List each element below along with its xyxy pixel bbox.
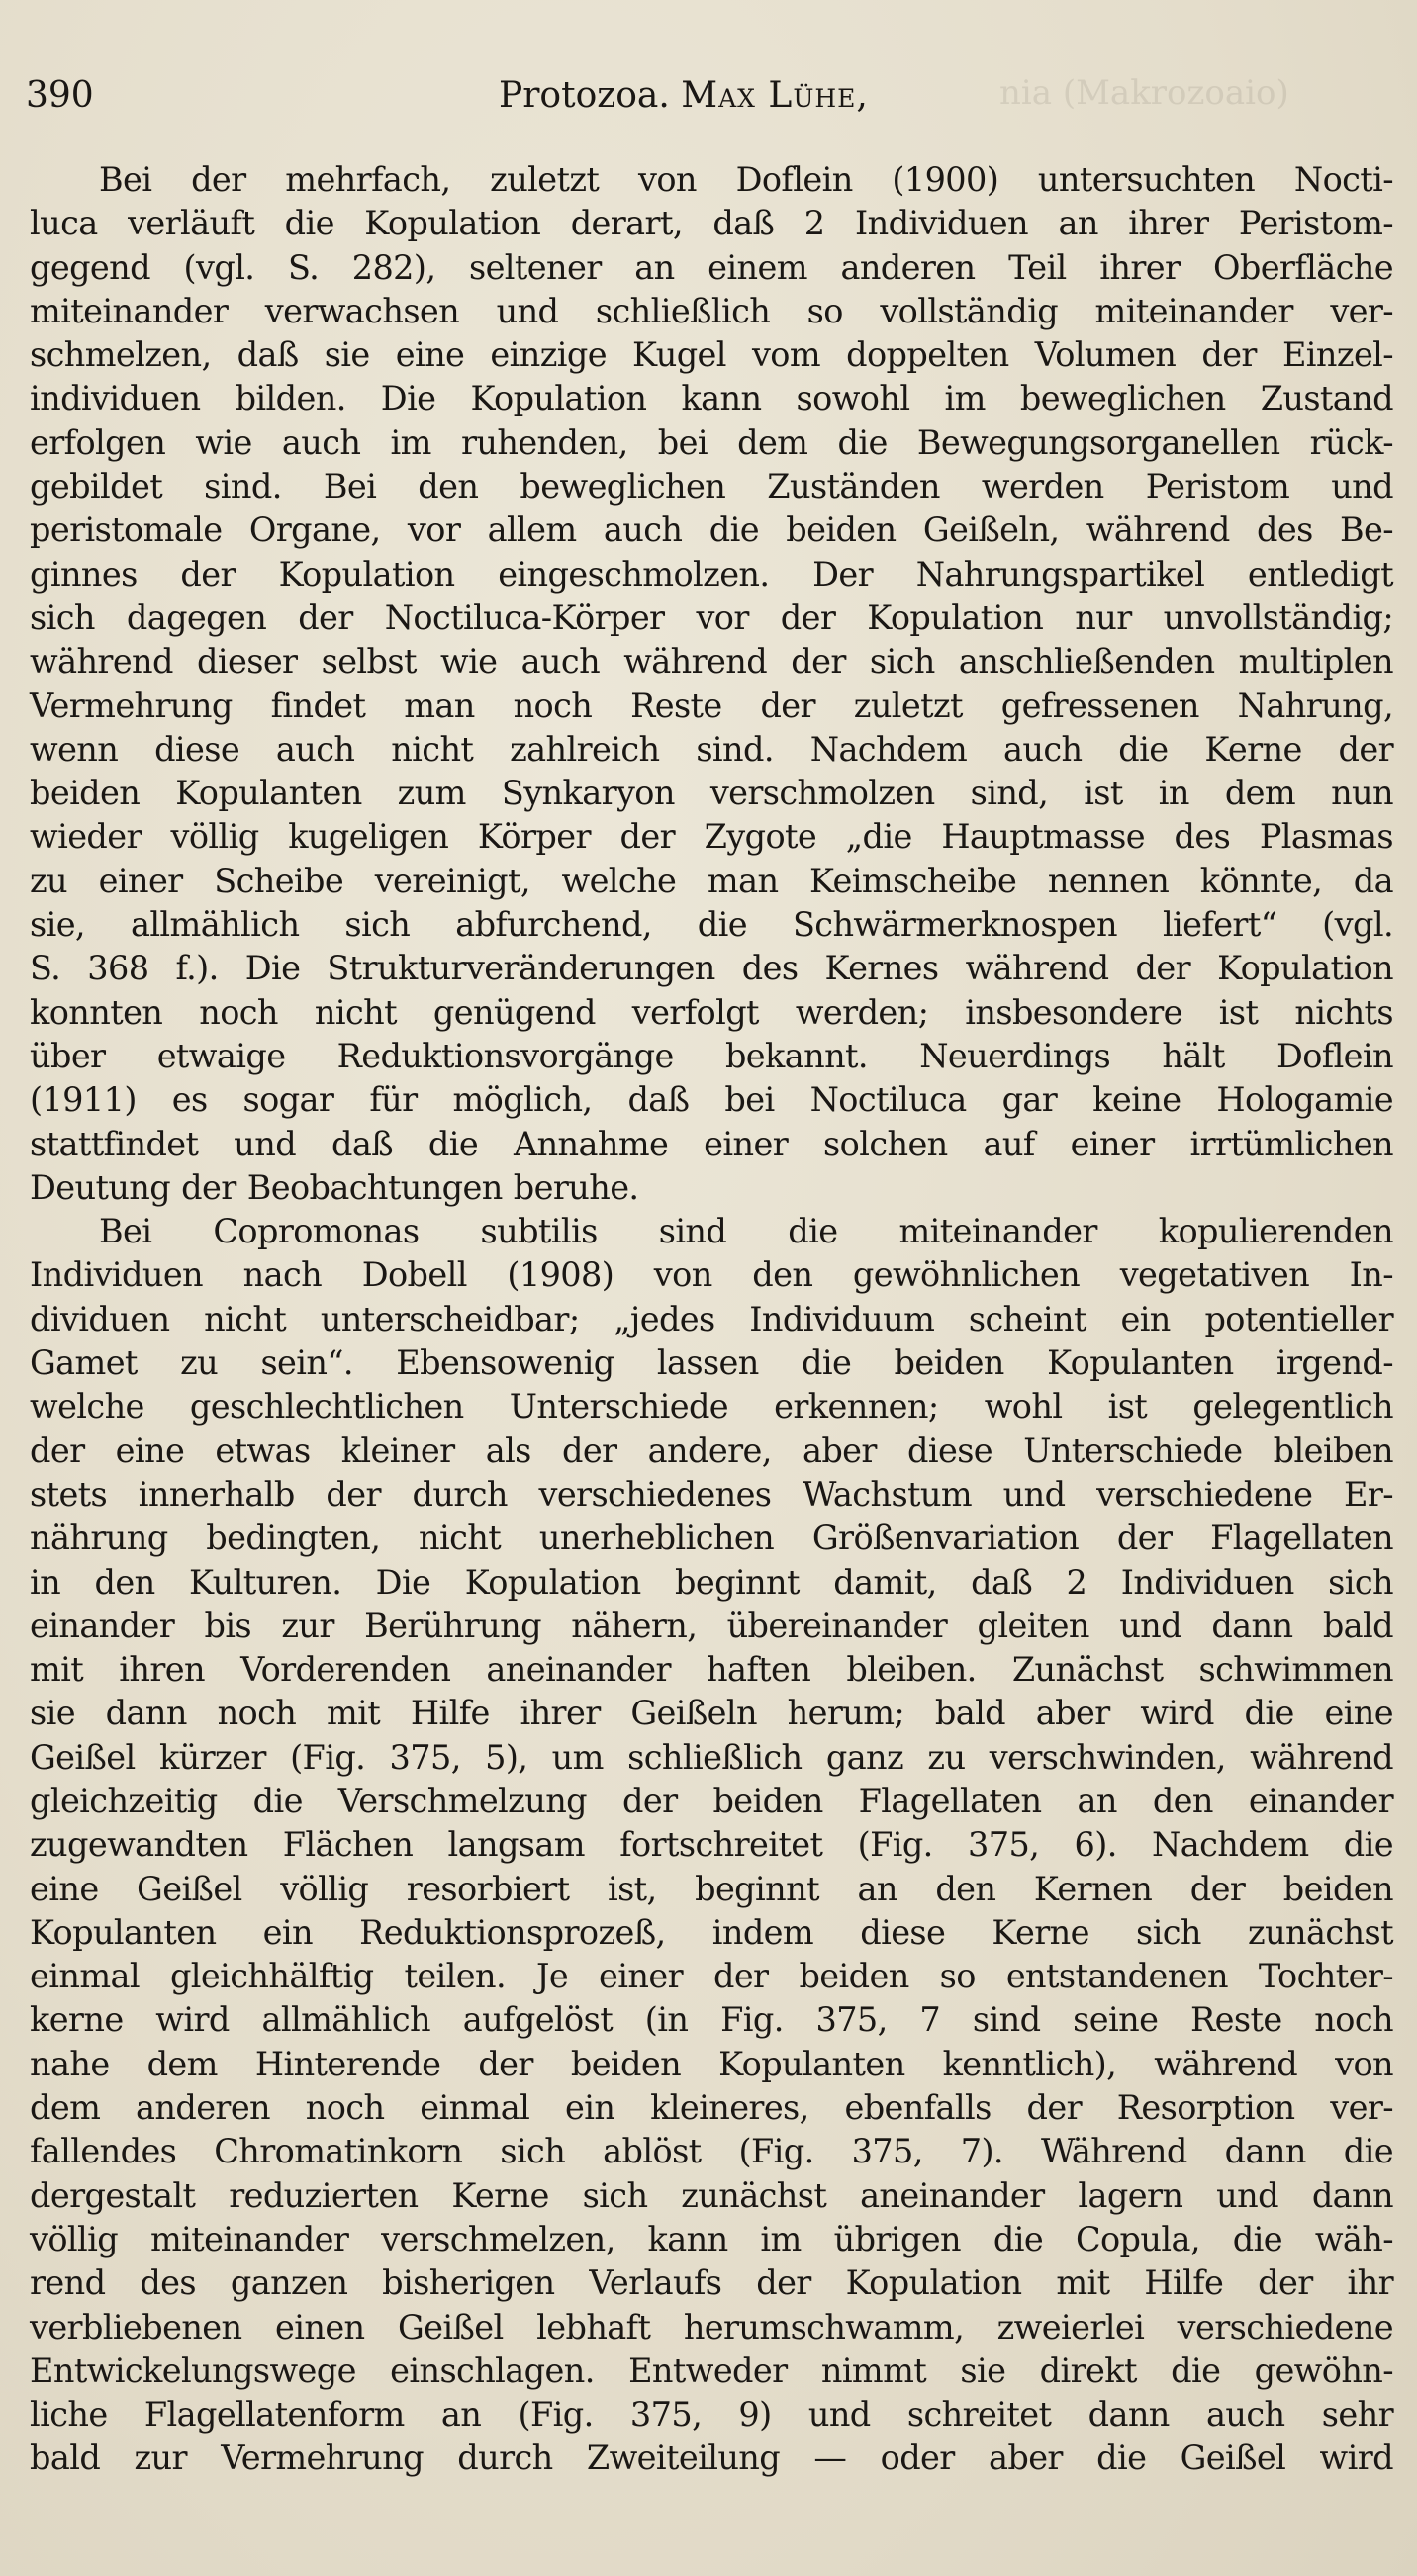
text-line: in den Kulturen. Die Kopulation beginnt damit, daß 2 Individuen sich xyxy=(30,1562,1393,1602)
running-title xyxy=(499,71,869,121)
text-line: individuen bilden. Die Kopulation kann sowohl im beweglichen Zustand xyxy=(30,379,1393,418)
text-line: fallendes Chromatinkorn sich ablöst (Fig. 375, 7). Während dann die xyxy=(30,2132,1393,2171)
text-line: stets innerhalb der durch verschiedenes Wachstum und verschiedene Er- xyxy=(30,1474,1393,1514)
text-line: gegend (vgl. S. 282), seltener an einem anderen Teil ihrer Oberfläche xyxy=(30,247,1393,287)
text-line: beiden Kopulanten zum Synkaryon verschmolzen sind, ist in dem nun xyxy=(30,774,1393,813)
text-line: stattfindet und daß die Annahme einer solchen auf einer irrtümlichen xyxy=(30,1124,1393,1163)
text-line: peristomale Organe, vor allem auch die beiden Geißeln, während des Be- xyxy=(30,510,1393,550)
paragraph xyxy=(30,158,1393,1210)
text-line: ginnes der Kopulation eingeschmolzen. Der Nahrungspartikel entledigt xyxy=(30,554,1393,594)
text-line: S. 368 f.). Die Strukturveränderungen des Kernes während der Kopulation xyxy=(30,949,1393,988)
text-line: zugewandten Flächen langsam fortschreitet (Fig. 375, 6). Nachdem die xyxy=(30,1825,1393,1865)
text-line: schmelzen, daß sie eine einzige Kugel vom doppelten Volumen der Einzel- xyxy=(30,335,1393,375)
text-line: welche geschlechtlichen Unterschiede erkennen; wohl ist gelegentlich xyxy=(30,1387,1393,1426)
text-line: (1911) es sogar für möglich, daß bei Noctiluca gar keine Hologamie xyxy=(30,1080,1393,1120)
text-line: zu einer Scheibe vereinigt, welche man Keimscheibe nennen könnte, da xyxy=(30,861,1393,900)
paragraph xyxy=(30,1210,1393,2481)
text-line: Geißel kürzer (Fig. 375, 5), um schließlich ganz zu verschwinden, während xyxy=(30,1737,1393,1777)
running-head xyxy=(26,71,1391,121)
text-line: Vermehrung findet man noch Reste der zuletzt gefressenen Nahrung, xyxy=(30,686,1393,725)
text-line: verbliebenen einen Geißel lebhaft herumschwamm, zweierlei verschiedene xyxy=(30,2307,1393,2346)
text-line: rend des ganzen bisherigen Verlaufs der Kopulation mit Hilfe der ihr xyxy=(30,2263,1393,2303)
text-line: bald zur Vermehrung durch Zweiteilung — oder aber die Geißel wird xyxy=(30,2438,1393,2478)
text-line: einmal gleichhälftig teilen. Je einer der beiden so entstandenen Tochter- xyxy=(30,1957,1393,1996)
text-line: erfolgen wie auch im ruhenden, bei dem die Bewegungsorganellen rück- xyxy=(30,422,1393,462)
text-line: Deutung der Beobachtungen beruhe. xyxy=(30,1167,639,1207)
text-line: konnten noch nicht genügend verfolgt werden; insbesondere ist nichts xyxy=(30,992,1393,1032)
text-line: eine Geißel völlig resorbiert ist, beginnt an den Kernen der beiden xyxy=(30,1869,1393,1908)
text-line: mit ihren Vorderenden aneinander haften bleiben. Zunächst schwimmen xyxy=(30,1650,1393,1690)
text-line: sie dann noch mit Hilfe ihrer Geißeln herum; bald aber wird die eine xyxy=(30,1694,1393,1733)
text-line: Bei der mehrfach, zuletzt von Doflein (1900) untersuchten Nocti- xyxy=(99,160,1393,199)
text-line: während dieser selbst wie auch während der sich anschließenden multiplen xyxy=(30,642,1393,682)
text-line: wieder völlig kugeligen Körper der Zygote „die Hauptmasse des Plasmas xyxy=(30,817,1393,857)
bleed-through-text: nia (Makrozoaio) xyxy=(999,73,1289,113)
text-line: Bei Copromonas subtilis sind die miteinander kopulierenden xyxy=(99,1212,1393,1251)
text-line: Individuen nach Dobell (1908) von den gewöhnlichen vegetativen In- xyxy=(30,1255,1393,1295)
text-line: dividuen nicht unterscheidbar; „jedes Individuum scheint ein potentieller xyxy=(30,1299,1393,1338)
text-line: Kopulanten ein Reduktionsprozeß, indem diese Kerne sich zunächst xyxy=(30,1912,1393,1952)
text-line: gebildet sind. Bei den beweglichen Zuständen werden Peristom und xyxy=(30,467,1393,506)
text-line: Gamet zu sein“. Ebensowenig lassen die beiden Kopulanten irgend- xyxy=(30,1343,1393,1383)
text-line: einander bis zur Berührung nähern, übereinander gleiten und dann bald xyxy=(30,1606,1393,1645)
text-line: sich dagegen der Noctiluca-Körper vor der Kopulation nur unvollständig; xyxy=(30,598,1393,637)
text-line: wenn diese auch nicht zahlreich sind. Nachdem auch die Kerne der xyxy=(30,729,1393,769)
text-line: völlig miteinander verschmelzen, kann im übrigen die Copula, die wäh- xyxy=(30,2219,1393,2258)
text-line: nährung bedingten, nicht unerheblichen Größenvariation der Flagellaten xyxy=(30,1518,1393,1558)
text-line: dergestalt reduzierten Kerne sich zunächst aneinander lagern und dann xyxy=(30,2175,1393,2215)
text-line: über etwaige Reduktionsvorgänge bekannt. Neuerdings hält Doflein xyxy=(30,1036,1393,1075)
text-line: miteinander verwachsen und schließlich so vollständig miteinander ver- xyxy=(30,291,1393,330)
text-line: nahe dem Hinterende der beiden Kopulanten kenntlich), während von xyxy=(30,2044,1393,2083)
running-title-author: Max Lühe, xyxy=(681,75,869,116)
body-text xyxy=(30,158,1393,2481)
page-number: 390 xyxy=(26,75,94,116)
text-line: luca verläuft die Kopulation derart, daß 2 Individuen an ihrer Peristom- xyxy=(30,204,1393,243)
text-line: Entwickelungswege einschlagen. Entweder nimmt sie direkt die gewöhn- xyxy=(30,2350,1393,2390)
text-line: sie, allmählich sich abfurchend, die Schwärmerknospen liefert“ (vgl. xyxy=(30,905,1393,945)
text-line: kerne wird allmählich aufgelöst (in Fig. 375, 7 sind seine Reste noch xyxy=(30,2000,1393,2040)
running-title-prefix: Protozoa. xyxy=(499,75,682,116)
text-line: gleichzeitig die Verschmelzung der beiden Flagellaten an den einander xyxy=(30,1781,1393,1820)
text-line: liche Flagellatenform an (Fig. 375, 9) und schreitet dann auch sehr xyxy=(30,2395,1393,2435)
text-line: der eine etwas kleiner als der andere, aber diese Unterschiede bleiben xyxy=(30,1430,1393,1470)
text-line: dem anderen noch einmal ein kleineres, ebenfalls der Resorption ver- xyxy=(30,2088,1393,2128)
